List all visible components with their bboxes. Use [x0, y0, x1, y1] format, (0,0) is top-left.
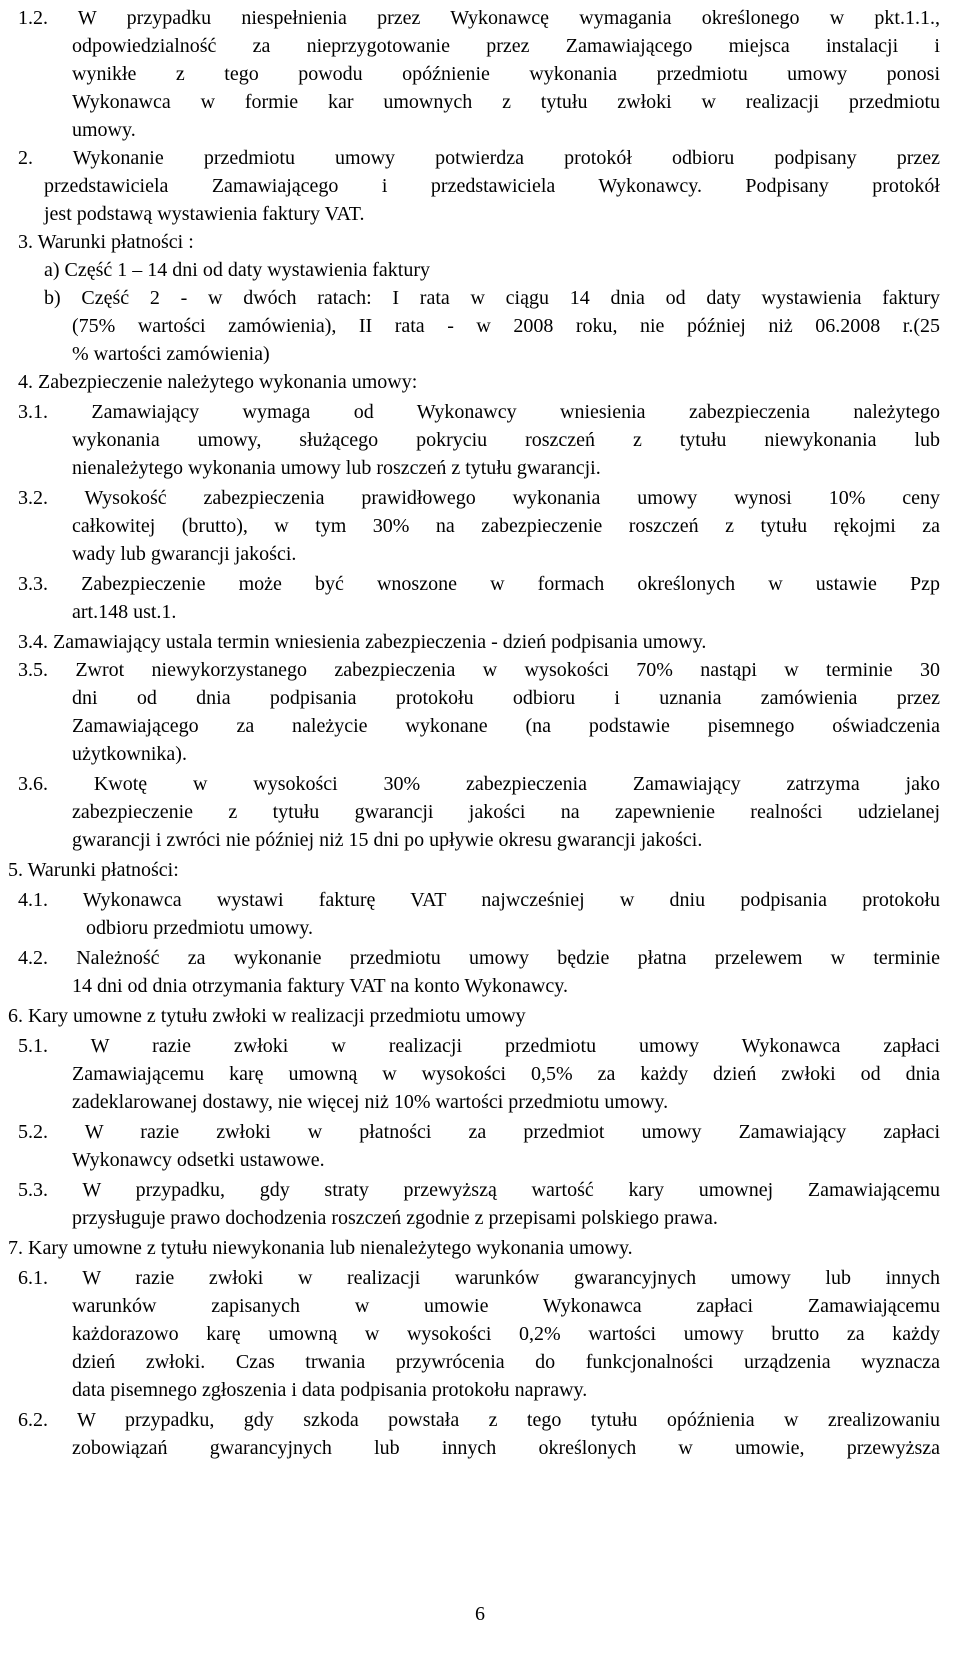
- text-line: warunków zapisanych w umowie Wykonawca zapłaci Zamawiającemu: [72, 1295, 940, 1317]
- text-line: 7. Kary umowne z tytułu niewykonania lub nienależytego wykonania umowy.: [8, 1237, 633, 1259]
- text-line: (75% wartości zamówienia), II rata - w 2008 roku, nie później niż 06.2008 r.(25: [72, 315, 940, 337]
- text-line: 3.3. Zabezpieczenie może być wnoszone w formach określonych w ustawie Pzp: [18, 573, 940, 595]
- text-line: wady lub gwarancji jakości.: [72, 543, 297, 565]
- text-line: 6. Kary umowne z tytułu zwłoki w realizacji przedmiotu umowy: [8, 1005, 526, 1027]
- text-line: 3.1. Zamawiający wymaga od Wykonawcy wniesienia zabezpieczenia należytego: [18, 401, 940, 423]
- text-line: każdorazowo karę umowną w wysokości 0,2% wartości umowy brutto za każdy: [72, 1323, 940, 1345]
- text-line: 6.1. W razie zwłoki w realizacji warunków gwarancyjnych umowy lub innych: [18, 1267, 940, 1289]
- text-line: 4. Zabezpieczenie należytego wykonania umowy:: [18, 371, 418, 393]
- text-line: 5.2. W razie zwłoki w płatności za przedmiot umowy Zamawiający zapłaci: [18, 1121, 940, 1143]
- text-line: wynikłe z tego powodu opóźnienie wykonania przedmiotu umowy ponosi: [72, 63, 940, 85]
- text-line: jest podstawą wystawienia faktury VAT.: [44, 203, 365, 225]
- text-line: dzień zwłoki. Czas trwania przywrócenia do funkcjonalności urządzenia wyznacza: [72, 1351, 940, 1373]
- text-line: Wykonawcy odsetki ustawowe.: [72, 1149, 325, 1171]
- text-line: umowy.: [72, 119, 136, 141]
- text-line: Wykonawca w formie kar umownych z tytułu zwłoki w realizacji przedmiotu: [72, 91, 940, 113]
- text-line: 5.3. W przypadku, gdy straty przewyższą wartość kary umownej Zamawiającemu: [18, 1179, 940, 1201]
- text-line: zadeklarowanej dostawy, nie więcej niż 10% wartości przedmiotu umowy.: [72, 1091, 669, 1113]
- text-line: 4.1. Wykonawca wystawi fakturę VAT najwcześniej w dniu podpisania protokołu: [18, 889, 940, 911]
- text-line: 2. Wykonanie przedmiotu umowy potwierdza protokół odbioru podpisany przez: [18, 147, 940, 169]
- page-number: 6: [475, 1603, 485, 1625]
- text-line: Zamawiającemu karę umowną w wysokości 0,5% za każdy dzień zwłoki od dnia: [72, 1063, 940, 1085]
- text-line: 5. Warunki płatności:: [8, 859, 179, 881]
- text-line: użytkownika).: [72, 743, 187, 765]
- text-line: 3.5. Zwrot niewykorzystanego zabezpieczenia w wysokości 70% nastąpi w terminie 30: [18, 659, 940, 681]
- text-line: 3.2. Wysokość zabezpieczenia prawidłowego wykonania umowy wynosi 10% ceny: [18, 487, 940, 509]
- text-line: % wartości zamówienia): [72, 343, 270, 365]
- text-line: 14 dni od dnia otrzymania faktury VAT na konto Wykonawcy.: [72, 975, 568, 997]
- text-line: odpowiedzialność za nieprzygotowanie przez Zamawiającego miejsca instalacji i: [72, 35, 940, 57]
- text-line: data pisemnego zgłoszenia i data podpisania protokołu naprawy.: [72, 1379, 588, 1401]
- text-line: przysługuje prawo dochodzenia roszczeń zgodnie z przepisami polskiego prawa.: [72, 1207, 718, 1229]
- text-line: dni od dnia podpisania protokołu odbioru i uznania zamówienia przez: [72, 687, 940, 709]
- text-line: wykonania umowy, służącego pokryciu roszczeń z tytułu niewykonania lub: [72, 429, 940, 451]
- text-line: całkowitej (brutto), w tym 30% na zabezpieczenie roszczeń z tytułu rękojmi za: [72, 515, 940, 537]
- text-line: zobowiązań gwarancyjnych lub innych określonych w umowie, przewyższa: [72, 1437, 940, 1459]
- text-line: a) Część 1 – 14 dni od daty wystawienia faktury: [44, 259, 431, 281]
- text-line: zabezpieczenie z tytułu gwarancji jakości na zapewnienie realności udzielanej: [72, 801, 940, 823]
- text-line: przedstawiciela Zamawiającego i przedstawiciela Wykonawcy. Podpisany protokół: [44, 175, 940, 197]
- text-line: 3.4. Zamawiający ustala termin wniesienia zabezpieczenia - dzień podpisania umowy.: [18, 631, 707, 653]
- text-line: odbioru przedmiotu umowy.: [86, 917, 314, 939]
- text-line: 3.6. Kwotę w wysokości 30% zabezpieczenia Zamawiający zatrzyma jako: [18, 773, 940, 795]
- text-line: gwarancji i zwróci nie później niż 15 dni po upływie okresu gwarancji jakości.: [72, 829, 703, 851]
- text-line: nienależytego wykonania umowy lub roszczeń z tytułu gwarancji.: [72, 457, 601, 479]
- text-line: 1.2. W przypadku niespełnienia przez Wykonawcę wymagania określonego w pkt.1.1.,: [18, 7, 940, 29]
- text-line: Zamawiającego za należycie wykonane (na podstawie pisemnego oświadczenia: [72, 715, 940, 737]
- text-line: b) Część 2 - w dwóch ratach: I rata w ciągu 14 dnia od daty wystawienia faktury: [44, 287, 940, 309]
- text-line: 5.1. W razie zwłoki w realizacji przedmiotu umowy Wykonawca zapłaci: [18, 1035, 940, 1057]
- text-line: art.148 ust.1.: [72, 601, 177, 623]
- text-line: 6.2. W przypadku, gdy szkoda powstała z tego tytułu opóźnienia w zrealizowaniu: [18, 1409, 940, 1431]
- text-line: 4.2. Należność za wykonanie przedmiotu umowy będzie płatna przelewem w terminie: [18, 947, 940, 969]
- text-line: 3. Warunki płatności :: [18, 231, 194, 253]
